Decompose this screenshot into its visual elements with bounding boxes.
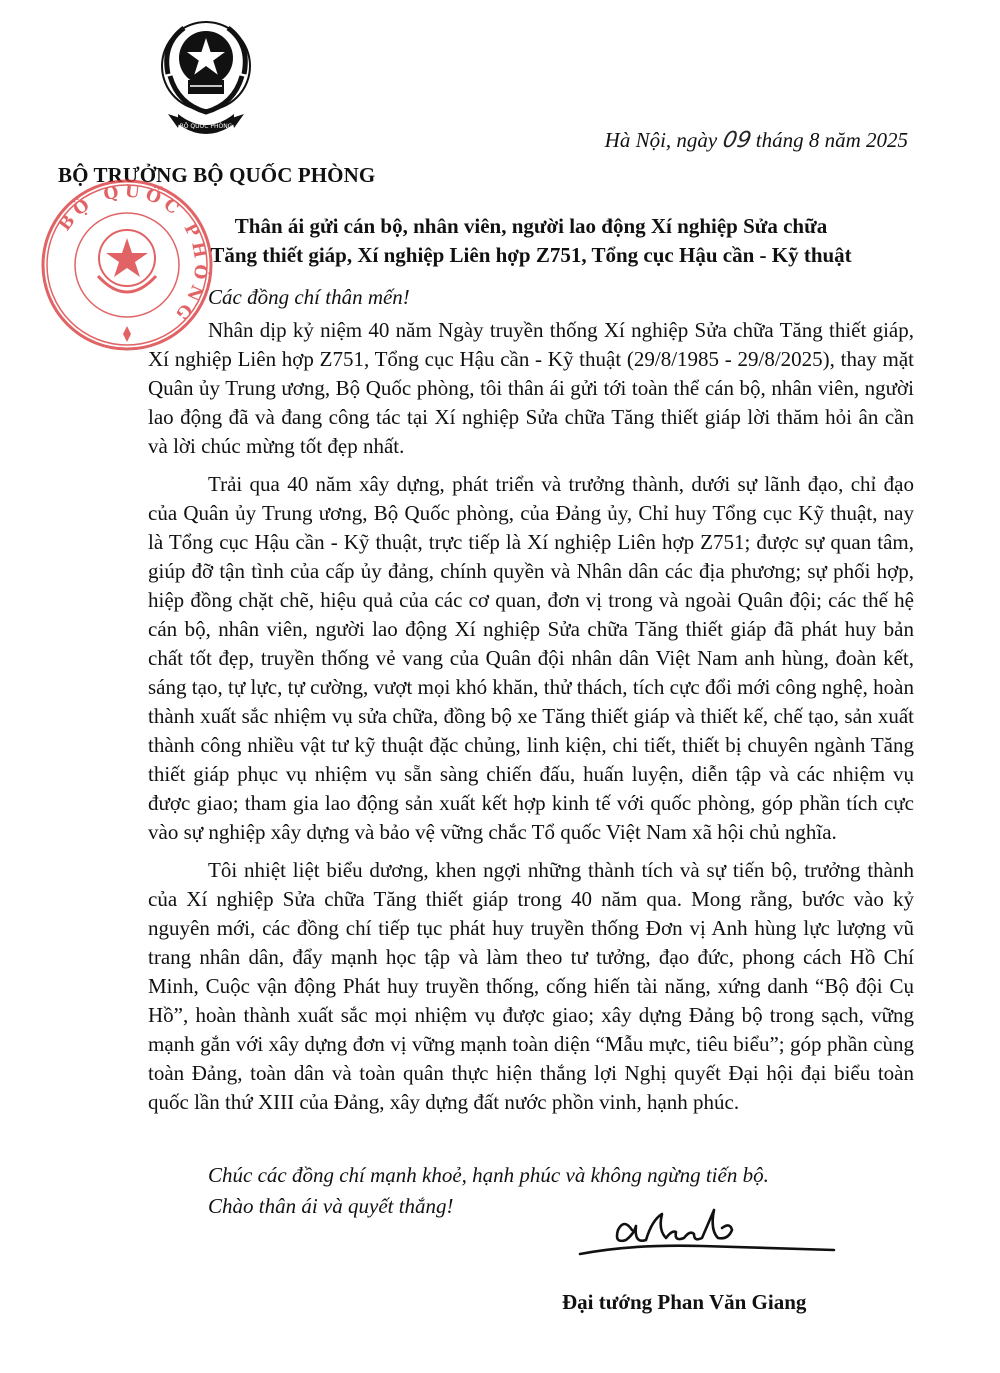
place-date: [605, 128, 908, 153]
heading-line: Tăng thiết giáp, Xí nghiệp Liên hợp Z751, Tổng cục Hậu cần - Kỹ thuật: [210, 243, 852, 267]
closing-line: Chúc các đồng chí mạnh khoẻ, hạnh phúc và không ngừng tiến bộ.: [208, 1163, 769, 1187]
national-emblem-icon: [148, 14, 264, 144]
ministry-title: BỘ TRƯỞNG BỘ QUỐC PHÒNG: [58, 163, 376, 187]
salutation: Các đồng chí thân mến!: [208, 285, 410, 309]
national-emblem: [148, 14, 264, 144]
signature: [572, 1200, 842, 1266]
date-prefix: Hà Nội, ngày: [604, 128, 718, 152]
body-paragraph: Nhân dịp kỷ niệm 40 năm Ngày truyền thống Xí nghiệp Sửa chữa Tăng thiết giáp, Xí nghiệp Liên hợp Z751, Tổng cục Hậu cần - Kỹ thuật (29/8/1985 - 29/8/2025), thay mặt Quân ủy Trung ương, Bộ Quốc phòng, tôi thân ái gửi tới toàn thể cán bộ, nhân viên, người lao động đã và đang công tác tại Xí nghiệp Sửa chữa Tăng thiết giáp lời thăm hỏi ân cần và lời chúc mừng tốt đẹp nhất.: [148, 318, 914, 458]
signer-name: Đại tướng Phan Văn Giang: [562, 1290, 807, 1314]
date-day: 09: [720, 128, 753, 153]
emblem-caption: BỘ QUỐC PHÒNG: [179, 123, 233, 130]
letter-body: [148, 316, 914, 1126]
date-suffix: tháng 8 năm 2025: [755, 128, 908, 152]
closing-line: Chào thân ái và quyết thắng!: [208, 1194, 454, 1218]
body-paragraph: Tôi nhiệt liệt biểu dương, khen ngợi những thành tích và sự tiến bộ, trưởng thành của Xí nghiệp Sửa chữa Tăng thiết giáp trong 40 năm qua. Mong rằng, bước vào kỷ nguyên mới, các đồng chí tiếp tục phát huy truyền thống Đơn vị Anh hùng lực lượng vũ trang nhân dân, đẩy mạnh học tập và làm theo tư tưởng, đạo đức, phong cách Hồ Chí Minh, Cuộc vận động Phát huy truyền thống, cống hiến tài năng, xứng danh “Bộ đội Cụ Hồ”, hoàn thành xuất sắc mọi nhiệm vụ được giao; xây dựng Đảng bộ trong sạch, vững mạnh gắn với xây dựng đơn vị vững mạnh toàn diện “Mẫu mực, tiêu biểu”; góp phần cùng toàn Đảng, toàn dân và toàn quân thực hiện thắng lợi Nghị quyết Đại hội đại biểu toàn quốc lần thứ XIII của Đảng, xây dựng đất nước phồn vinh, hạnh phúc.: [148, 858, 914, 1114]
heading-line: Thân ái gửi cán bộ, nhân viên, người lao động Xí nghiệp Sửa chữa: [234, 214, 828, 238]
handwritten-signature-icon: [572, 1200, 842, 1266]
body-paragraph: Trải qua 40 năm xây dựng, phát triển và trưởng thành, dưới sự lãnh đạo, chỉ đạo của Quân ủy Trung ương, Bộ Quốc phòng, của Đảng ủy, Chỉ huy Tổng cục Kỹ thuật, nay là Tổng cục Hậu cần - Kỹ thuật, trực tiếp là Xí nghiệp Liên hợp Z751; được sự quan tâm, giúp đỡ tận tình của cấp ủy đảng, chính quyền và Nhân dân các địa phương; sự phối hợp, hiệp đồng chặt chẽ, hiệu quả của các cơ quan, đơn vị trong và ngoài Quân đội; các thế hệ cán bộ, nhân viên, người lao động Xí nghiệp Sửa chữa Tăng thiết giáp đã phát huy bản chất tốt đẹp, truyền thống vẻ vang của Quân đội nhân dân Việt Nam anh hùng, đoàn kết, sáng tạo, tự lực, tự cường, vượt mọi khó khăn, thử thách, tích cực đổi mới công nghệ, hoàn thành xuất sắc nhiệm vụ sửa chữa, đồng bộ xe Tăng thiết giáp và thiết kế, chế tạo, sản xuất thành công nhiều vật tư kỹ thuật đặc chủng, linh kiện, chi tiết, thiết bị chuyên ngành Tăng thiết giáp phục vụ nhiệm vụ sẵn sàng chiến đấu, huấn luyện, diễn tập và các nhiệm vụ được giao; tham gia lao động sản xuất kết hợp kinh tế với quốc phòng, góp phần tích cực vào sự nghiệp xây dựng và bảo vệ vững chắc Tổ quốc Việt Nam xã hội chủ nghĩa.: [148, 472, 914, 844]
seal-text: BỘ QUỐC PHÒNG: [54, 181, 211, 328]
letter-heading: [150, 212, 912, 270]
